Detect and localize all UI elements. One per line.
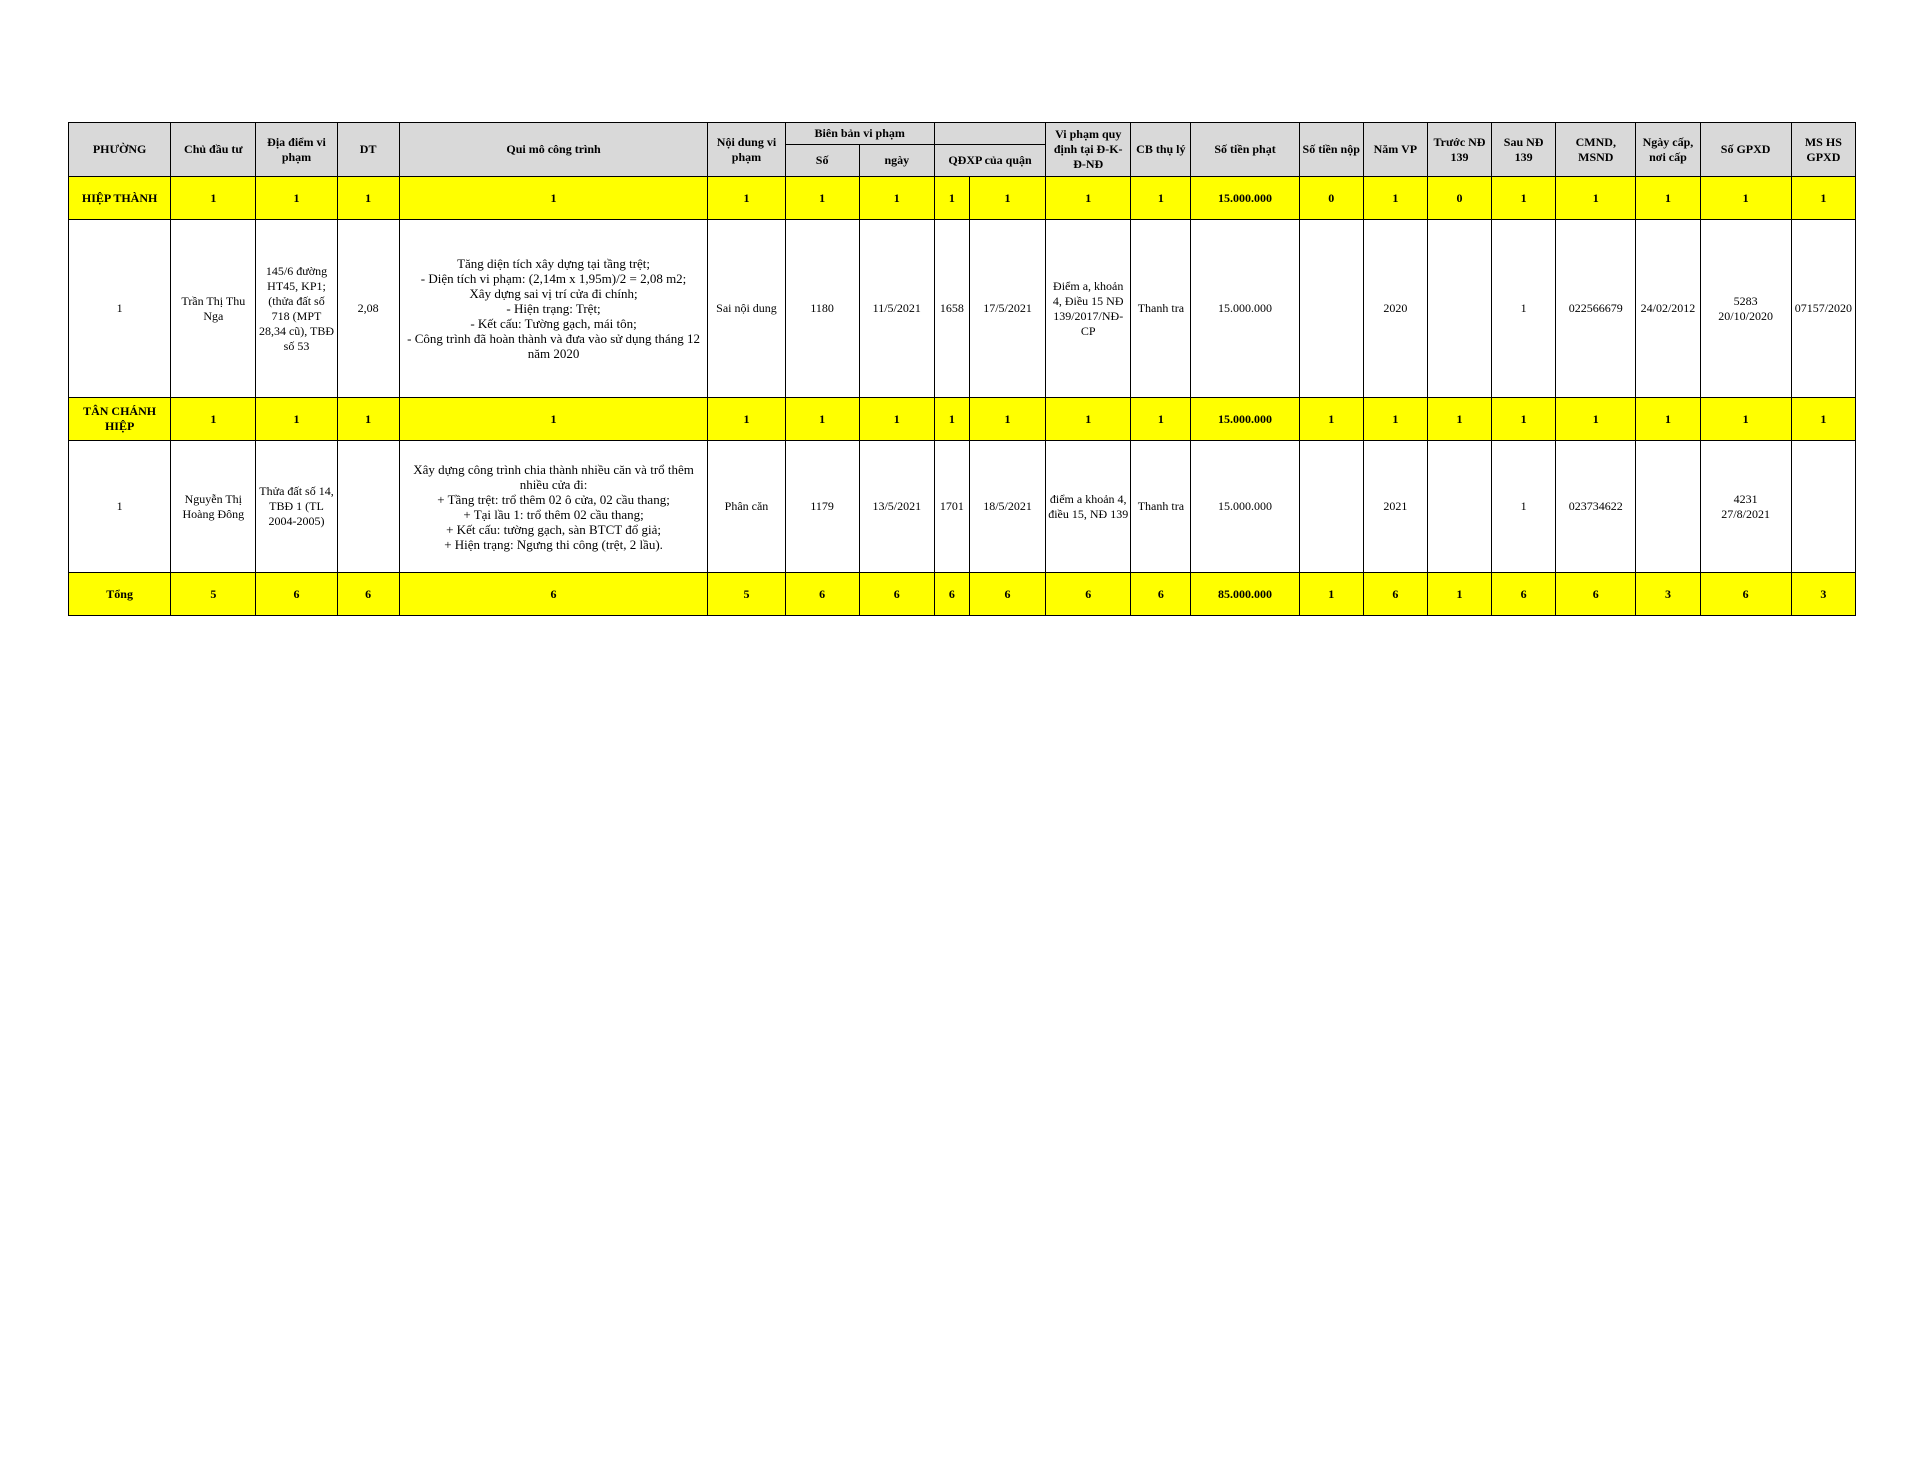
permit-code: 07157/2020: [1791, 220, 1855, 398]
summary-cell: 1: [171, 398, 256, 441]
header-so-tien-phat: Số tiền phạt: [1191, 123, 1299, 177]
id-number: 023734622: [1556, 441, 1636, 573]
total-cell: 6: [785, 573, 859, 616]
construction-scale: Xây dựng công trình chia thành nhiều căn và trổ thêm nhiều cửa đi: + Tầng trệt: trổ thêm 02 ô cửa, 02 cầu thang; + Tại lầu 1: trổ thêm 02 cầu thang; + Kết cấu: tường gạch, sàn BTCT đổ giả; + Hiện trạng: Ngưng thi công (trệt, 2 lầu).: [399, 441, 708, 573]
total-row: [69, 573, 1856, 616]
header-truoc-nd: Trước NĐ 139: [1427, 123, 1491, 177]
total-cell: 6: [256, 573, 337, 616]
record-number: 1180: [785, 220, 859, 398]
total-cell: 6: [1363, 573, 1427, 616]
regulation-ref: Điểm a, khoản 4, Điều 15 NĐ 139/2017/NĐ-CP: [1046, 220, 1131, 398]
summary-cell: 1: [1363, 398, 1427, 441]
summary-cell: 1: [1299, 398, 1363, 441]
summary-cell: 1: [1556, 398, 1636, 441]
paid-amount: [1299, 220, 1363, 398]
summary-cell: 1: [171, 177, 256, 220]
summary-cell: 1: [399, 177, 708, 220]
officer: Thanh tra: [1131, 220, 1191, 398]
summary-cell: 1: [934, 398, 969, 441]
total-cell: 6: [1492, 573, 1556, 616]
summary-cell: 1: [1046, 398, 1131, 441]
ward-summary-row: [69, 177, 1856, 220]
permit-number: 4231 27/8/2021: [1700, 441, 1791, 573]
header-ngay-cap: Ngày cấp, nơi cấp: [1636, 123, 1700, 177]
officer: Thanh tra: [1131, 441, 1191, 573]
summary-cell: 1: [1492, 398, 1556, 441]
row-index: 1: [69, 441, 171, 573]
header-chu-dau-tu: Chủ đầu tư: [171, 123, 256, 177]
violation-area: [337, 441, 399, 573]
summary-cell: 1: [1046, 177, 1131, 220]
total-cell: 6: [1700, 573, 1791, 616]
summary-cell: 1: [934, 177, 969, 220]
total-cell: 6: [337, 573, 399, 616]
header-ms-hs: MS HS GPXD: [1791, 123, 1855, 177]
fine-amount: 15.000.000: [1191, 441, 1299, 573]
header-bien-ban: Biên bản vi phạm: [785, 123, 934, 145]
summary-cell: 1: [708, 177, 785, 220]
total-cell: 5: [708, 573, 785, 616]
summary-cell: 1: [708, 398, 785, 441]
total-cell: 3: [1791, 573, 1855, 616]
summary-fine: 15.000.000: [1191, 398, 1299, 441]
summary-cell: 1: [1636, 177, 1700, 220]
summary-cell: 0: [1299, 177, 1363, 220]
summary-cell: 1: [1131, 177, 1191, 220]
summary-cell: 1: [1791, 177, 1855, 220]
summary-fine: 15.000.000: [1191, 177, 1299, 220]
construction-scale: Tăng diện tích xây dựng tại tầng trệt; - Diện tích vi phạm: (2,14m x 1,95m)/2 = 2,08 m2; Xây dựng sai vị trí cửa đi chính; - Hiện trạng: Trệt; - Kết cấu: Tường gạch, mái tôn; - Công trình đã hoàn thành và đưa vào sử dụng tháng 12 năm 2020: [399, 220, 708, 398]
summary-cell: 1: [1492, 177, 1556, 220]
summary-cell: 1: [1363, 177, 1427, 220]
summary-cell: 1: [969, 398, 1045, 441]
summary-cell: 1: [1700, 398, 1791, 441]
decision-date: 18/5/2021: [969, 441, 1045, 573]
total-cell: 5: [171, 573, 256, 616]
table-row: [69, 441, 1856, 573]
before-decree: [1427, 441, 1491, 573]
header-nam-vp: Năm VP: [1363, 123, 1427, 177]
owner-name: Trần Thị Thu Nga: [171, 220, 256, 398]
header-dt: DT: [337, 123, 399, 177]
violation-content: Sai nội dung: [708, 220, 785, 398]
summary-cell: 1: [785, 177, 859, 220]
total-label: Tổng: [69, 573, 171, 616]
decision-number: 1701: [934, 441, 969, 573]
header-bb-ngay: ngày: [859, 145, 934, 177]
permit-number: 5283 20/10/2020: [1700, 220, 1791, 398]
summary-cell: 1: [1556, 177, 1636, 220]
total-cell: 6: [399, 573, 708, 616]
summary-cell: 1: [859, 398, 934, 441]
issue-info: [1636, 441, 1700, 573]
record-date: 13/5/2021: [859, 441, 934, 573]
total-cell: 6: [1046, 573, 1131, 616]
decision-number: 1658: [934, 220, 969, 398]
violation-location: Thửa đất số 14, TBĐ 1 (TL 2004-2005): [256, 441, 337, 573]
total-fine: 85.000.000: [1191, 573, 1299, 616]
before-decree: [1427, 220, 1491, 398]
total-cell: 6: [859, 573, 934, 616]
ward-name: HIỆP THÀNH: [69, 177, 171, 220]
summary-cell: 1: [1427, 398, 1491, 441]
violation-year: 2020: [1363, 220, 1427, 398]
table-row: [69, 220, 1856, 398]
header-qdxp-blank: [934, 123, 1045, 145]
header-cmnd: CMND, MSND: [1556, 123, 1636, 177]
total-cell: 6: [934, 573, 969, 616]
violation-area: 2,08: [337, 220, 399, 398]
header-vi-pham-quy-dinh: Vi phạm quy định tại Đ-K-Đ-NĐ: [1046, 123, 1131, 177]
record-date: 11/5/2021: [859, 220, 934, 398]
total-cell: 1: [1427, 573, 1491, 616]
total-cell: 6: [969, 573, 1045, 616]
owner-name: Nguyễn Thị Hoàng Đông: [171, 441, 256, 573]
regulation-ref: điểm a khoản 4, điều 15, NĐ 139: [1046, 441, 1131, 573]
summary-cell: 1: [1636, 398, 1700, 441]
total-cell: 6: [1131, 573, 1191, 616]
summary-cell: 1: [859, 177, 934, 220]
after-decree: 1: [1492, 220, 1556, 398]
paid-amount: [1299, 441, 1363, 573]
header-so-gpxd: Số GPXD: [1700, 123, 1791, 177]
record-number: 1179: [785, 441, 859, 573]
header-sau-nd: Sau NĐ 139: [1492, 123, 1556, 177]
header-cb-thu-ly: CB thụ lý: [1131, 123, 1191, 177]
header-bb-so: Số: [785, 145, 859, 177]
header-noi-dung: Nội dung vi phạm: [708, 123, 785, 177]
summary-cell: 1: [337, 398, 399, 441]
issue-info: 24/02/2012: [1636, 220, 1700, 398]
permit-code: [1791, 441, 1855, 573]
total-cell: 1: [1299, 573, 1363, 616]
summary-cell: 1: [256, 398, 337, 441]
violations-table: [68, 122, 1856, 616]
row-index: 1: [69, 220, 171, 398]
header-dia-diem: Địa điểm vi phạm: [256, 123, 337, 177]
summary-cell: 1: [337, 177, 399, 220]
total-cell: 3: [1636, 573, 1700, 616]
summary-cell: 0: [1427, 177, 1491, 220]
violation-year: 2021: [1363, 441, 1427, 573]
summary-cell: 1: [1791, 398, 1855, 441]
header-qdxp: QĐXP của quận: [934, 145, 1045, 177]
total-cell: 6: [1556, 573, 1636, 616]
violation-location: 145/6 đường HT45, KP1; (thửa đất số 718 (MPT 28,34 cũ), TBĐ số 53: [256, 220, 337, 398]
summary-cell: 1: [785, 398, 859, 441]
summary-cell: 1: [1131, 398, 1191, 441]
summary-cell: 1: [256, 177, 337, 220]
ward-summary-row: [69, 398, 1856, 441]
summary-cell: 1: [399, 398, 708, 441]
decision-date: 17/5/2021: [969, 220, 1045, 398]
header-qui-mo: Qui mô công trình: [399, 123, 708, 177]
summary-cell: 1: [969, 177, 1045, 220]
id-number: 022566679: [1556, 220, 1636, 398]
ward-name: TÂN CHÁNH HIỆP: [69, 398, 171, 441]
fine-amount: 15.000.000: [1191, 220, 1299, 398]
violation-content: Phân căn: [708, 441, 785, 573]
header-phuong: PHƯỜNG: [69, 123, 171, 177]
header-so-tien-nop: Số tiền nộp: [1299, 123, 1363, 177]
summary-cell: 1: [1700, 177, 1791, 220]
after-decree: 1: [1492, 441, 1556, 573]
